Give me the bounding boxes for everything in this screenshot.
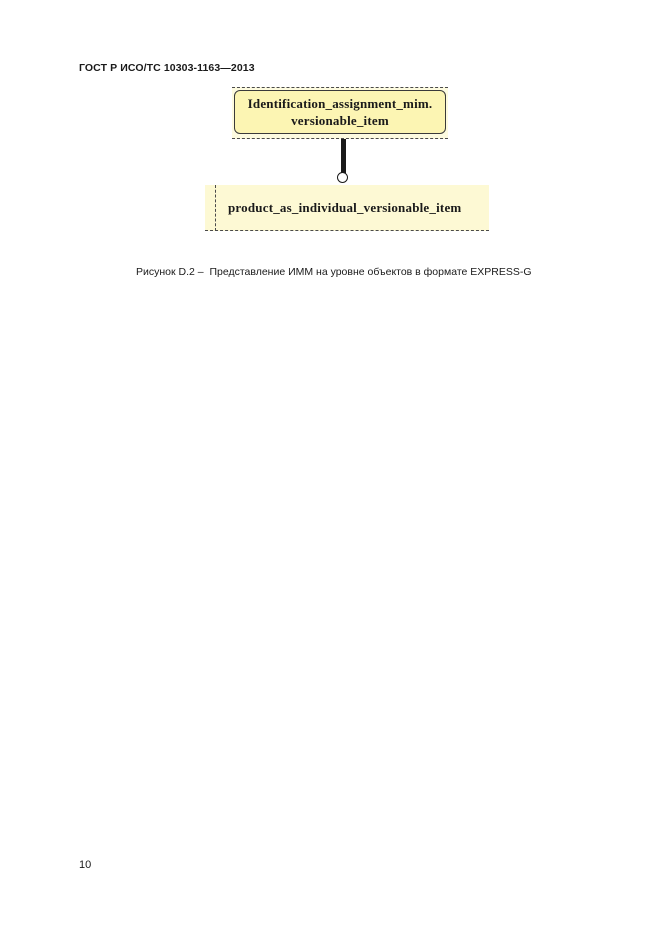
subtype-entity-divider — [215, 185, 216, 231]
supertype-entity-line2: versionable_item — [291, 113, 389, 128]
document-header: ГОСТ Р ИСО/ТС 10303-1163—2013 — [79, 62, 255, 74]
supertype-entity-box — [234, 90, 446, 134]
page-number: 10 — [79, 859, 92, 871]
supertype-entity-line1: Identification_assignment_mim. — [247, 96, 433, 111]
subtype-connector-circle — [337, 172, 348, 183]
subtype-entity-label: product_as_individual_versionable_item — [228, 200, 462, 215]
figure-caption: Рисунок D.2 – Представление ИММ на уровне объектов в формате EXPRESS-G — [136, 266, 532, 278]
express-g-diagram — [0, 0, 661, 260]
subtype-connector-line — [341, 139, 346, 173]
